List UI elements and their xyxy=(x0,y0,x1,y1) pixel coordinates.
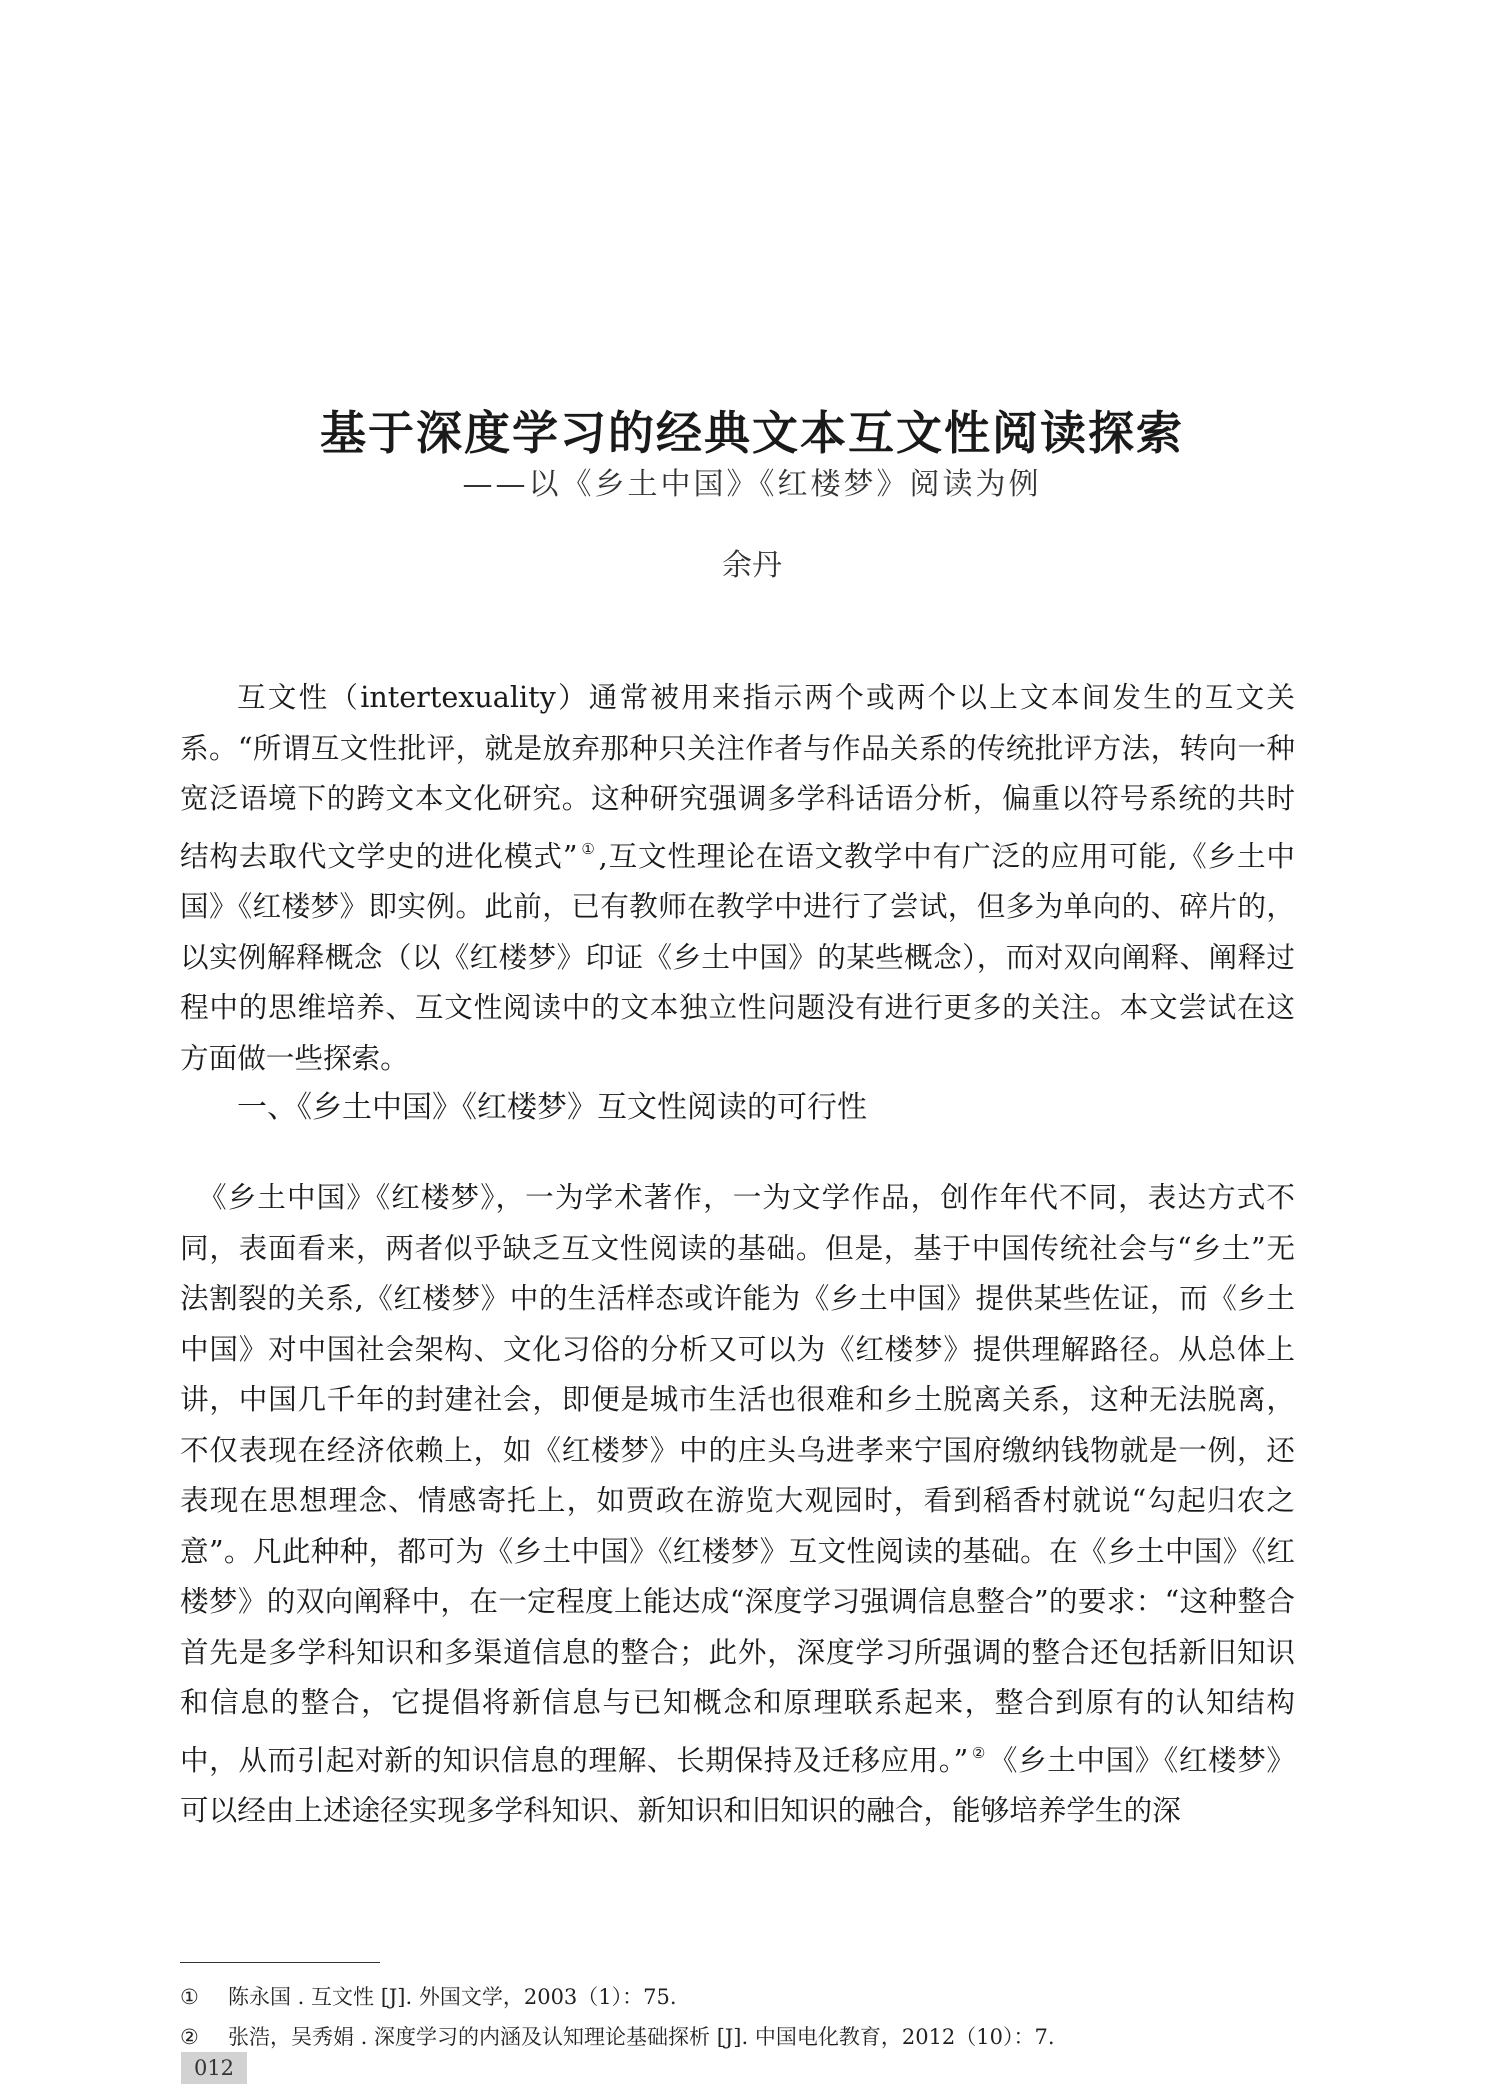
footnote-text: 张浩，吴秀娟 . 深度学习的内涵及认知理论基础探析 [J]. 中国电化教育，2012（10）：7. xyxy=(228,2025,1055,2049)
body-paragraph-intro xyxy=(180,672,1295,1083)
paragraph-text: 《乡土中国》《红楼梦》可以经由上述途径实现多学科知识、新知识和旧知识的融合，能够培养学生的深 xyxy=(180,1742,1295,1827)
article-title: 基于深度学习的经典文本互文性阅读探索 xyxy=(320,405,1184,460)
paragraph-text: ,互文性理论在语文教学中有广泛的应用可能,《乡土中国》《红楼梦》即实例。此前，已有教师在教学中进行了尝试，但多为单向的、碎片的，以实例解释概念（以《红楼梦》印证《乡土中国》的某些概念），而对双向阐释、阐释过程中的思维培养、互文性阅读中的文本独立性问题没有进行更多的关注。本文尝试在这方面做一些探索。 xyxy=(180,838,1296,1075)
footnote-2 xyxy=(180,2022,1295,2052)
paragraph-text: 《乡土中国》《红楼梦》，一为学术著作，一为文学作品，创作年代不同，表达方式不同，表面看来，两者似乎缺乏互文性阅读的基础。但是，基于中国传统社会与“乡土”无法割裂的关系,《红楼梦》中的生活样态或许能为《乡土中国》提供某些佐证，而《乡土中国》对中国社会架构、文化习俗的分析又可以为《红楼梦》提供理解路径。从总体上讲，中国几千年的封建社会，即便是城市生活也很难和乡土脱离关系，这种无法脱离，不仅表现在经济依赖上，如《红楼梦》中的庄头乌进孝来宁国府缴纳钱物就是一例，还表现在思想理念、情感寄托上，如贾政在游览大观园时，看到稻香村就说“勾起归农之意”。凡此种种，都可为《乡土中国》《红楼梦》互文性阅读的基础。在《乡土中国》《红楼梦》的双向阐释中，在一定程度上能达成“深度学习强调信息整合”的要求：“这种整合首先是多学科知识和多渠道信息的整合；此外，深度学习所强调的整合还包括新旧知识和信息的整合，它提倡将新信息与已知概念和原理联系起来，整合到原有的认知结构中，从而引起对新的知识信息的理解、长期保持及迁移应用。” xyxy=(180,1180,1295,1777)
footnote-text: 陈永国 . 互文性 [J]. 外国文学，2003（1）：75. xyxy=(228,1985,677,2009)
footnote-1 xyxy=(180,1982,1295,2012)
footnote-ref-1: ① xyxy=(580,839,596,858)
body-paragraph-feasibility xyxy=(180,1172,1295,1836)
article-subtitle: ——以《乡土中国》《红楼梦》阅读为例 xyxy=(462,467,1042,502)
page-number: 012 xyxy=(181,2052,247,2084)
section-heading: 一、《乡土中国》《红楼梦》互文性阅读的可行性 xyxy=(237,1090,867,1125)
footnote-ref-2: ② xyxy=(971,1743,986,1762)
article-author: 余丹 xyxy=(722,548,782,583)
footnote-divider xyxy=(180,1962,380,1963)
footnote-marker: ② xyxy=(180,2025,199,2049)
footnote-marker: ① xyxy=(180,1985,199,2009)
paragraph-text: 互文性（intertexuality）通常被用来指示两个或两个以上文本间发生的互文关系。“所谓互文性批评，就是放弃那种只关注作者与作品关系的传统批评方法，转向一种宽泛语境下的跨文本文化研究。这种研究强调多学科话语分析，偏重以符号系统的共时结构去取代文学史的进化模式” xyxy=(180,680,1295,873)
